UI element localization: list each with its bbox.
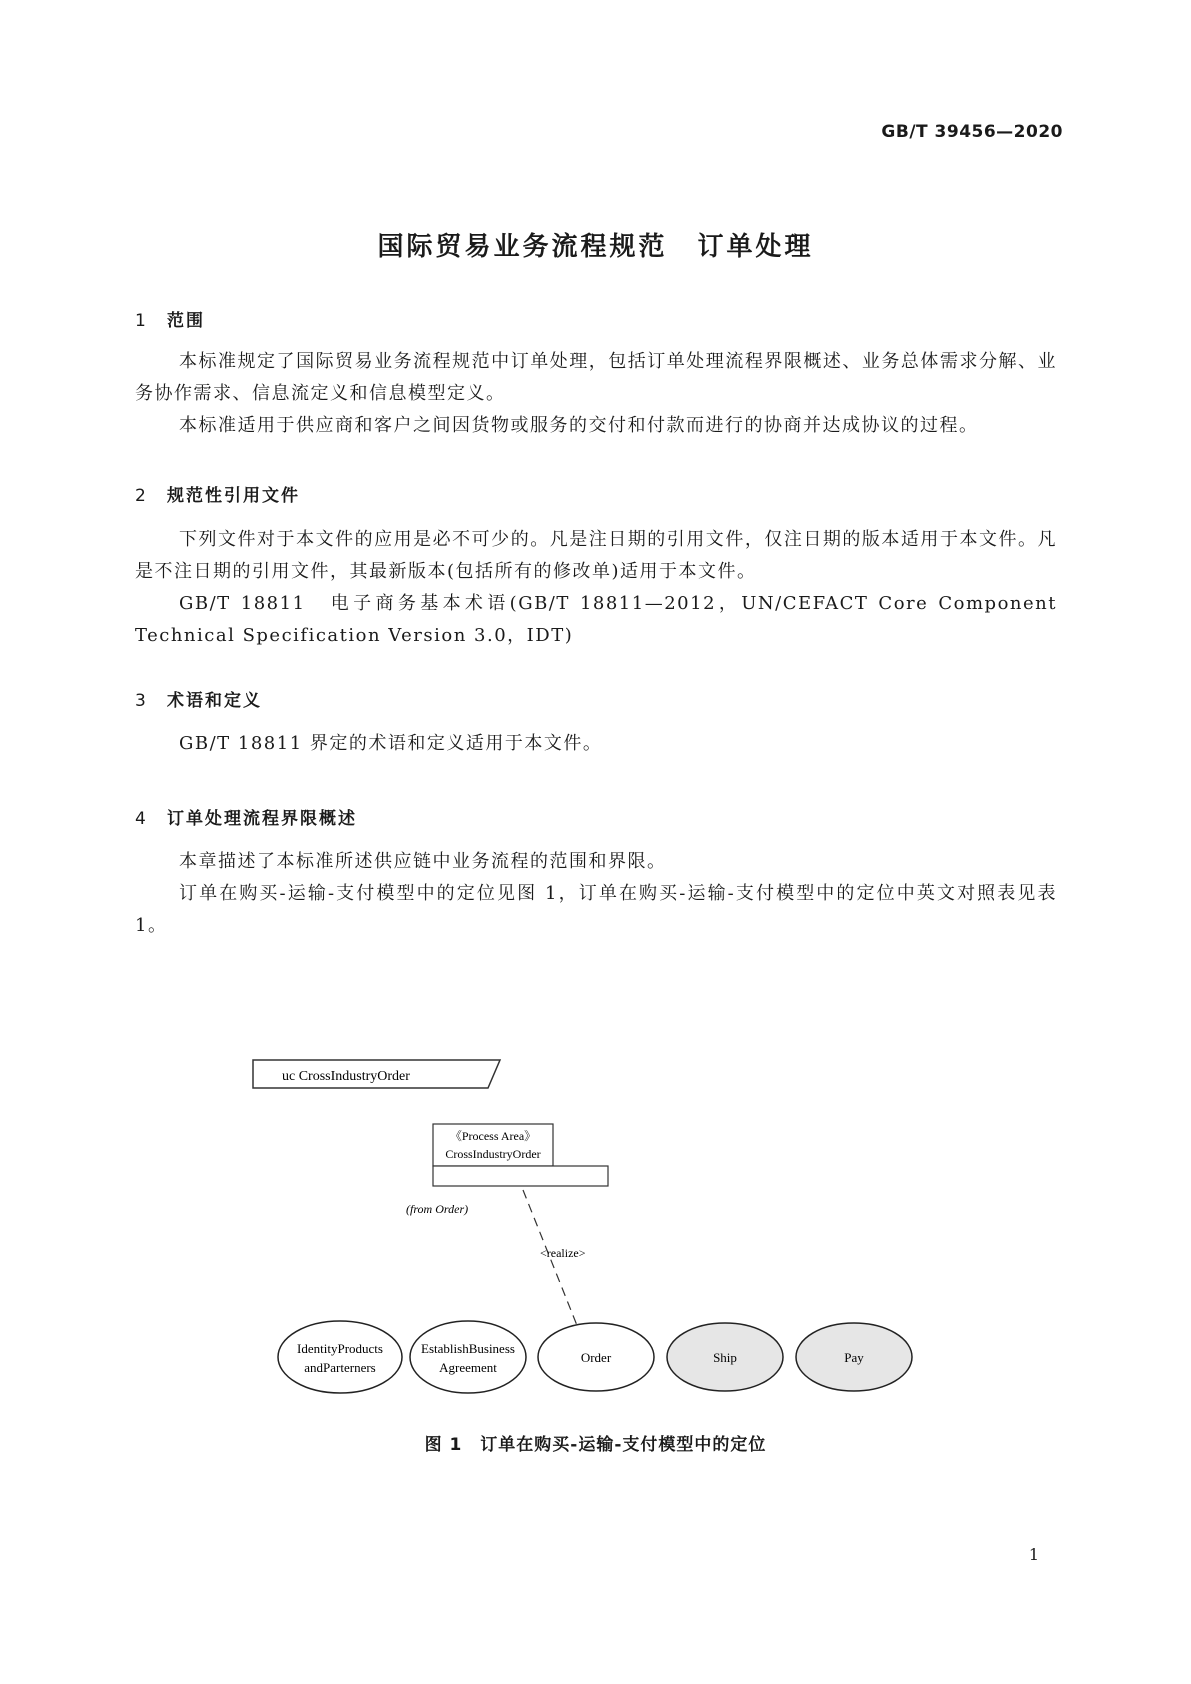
section-title: 范围	[167, 311, 205, 331]
section-number: 2	[135, 486, 148, 506]
use-case-diagram	[240, 1050, 960, 1410]
standard-code: GB/T 39456—2020	[881, 122, 1063, 142]
page-number: 1	[1028, 1545, 1039, 1564]
section-4-para-1: 本章描述了本标准所述供应链中业务流程的范围和界限。	[179, 851, 667, 872]
section-number: 4	[135, 809, 148, 829]
section-2-heading	[135, 481, 300, 506]
title-main: 国际贸易业务流程规范	[377, 232, 668, 262]
use-case-label: EstablishBusiness	[421, 1341, 515, 1356]
use-case-ellipse-identity	[278, 1321, 402, 1393]
use-case-label: andParterners	[304, 1360, 376, 1375]
document-title	[0, 226, 1191, 263]
section-1-heading	[135, 306, 205, 331]
section-2-para-1: 下列文件对于本文件的应用是必不可少的。凡是注日期的引用文件，仅注日期的版本适用于本文件。凡是不注日期的引用文件，其最新版本(包括所有的修改单)适用于本文件。	[135, 529, 1057, 582]
section-2-para-2: GB/T 18811 电子商务基本术语(GB/T 18811—2012，UN/CEFACT Core Component Technical Specification Version 3.0，IDT)	[135, 593, 1057, 646]
title-sub: 订单处理	[697, 232, 814, 262]
section-title: 规范性引用文件	[167, 486, 300, 506]
diagram-frame-tab	[253, 1060, 500, 1088]
process-name: CrossIndustryOrder	[445, 1147, 541, 1161]
process-area-package	[433, 1124, 608, 1186]
section-title: 术语和定义	[167, 691, 262, 711]
section-4-heading	[135, 804, 357, 829]
section-4-para-2: 订单在购买-运输-支付模型中的定位见图 1，订单在购买-运输-支付模型中的定位中英文对照表见表 1。	[135, 883, 1057, 936]
from-note: (from Order)	[406, 1202, 469, 1216]
section-number: 1	[135, 311, 148, 331]
use-case-label: IdentityProducts	[297, 1341, 383, 1356]
use-case-label: Agreement	[439, 1360, 497, 1375]
use-case-label: Ship	[713, 1350, 737, 1365]
use-case-ellipses	[278, 1321, 912, 1393]
use-case-label: Order	[580, 1350, 612, 1365]
process-stereotype: 《Process Area》	[449, 1129, 537, 1143]
section-1-para-2: 本标准适用于供应商和客户之间因货物或服务的交付和付款而进行的协商并达成协议的过程。	[179, 415, 979, 436]
realize-label: <realize>	[540, 1246, 586, 1260]
section-title: 订单处理流程界限概述	[167, 809, 357, 829]
section-3-heading	[135, 686, 262, 711]
use-case-label: Pay	[844, 1350, 864, 1365]
use-case-ellipse-establish	[410, 1321, 526, 1393]
section-number: 3	[135, 691, 148, 711]
section-3-para-1: GB/T 18811 界定的术语和定义适用于本文件。	[179, 733, 603, 754]
frame-label: uc CrossIndustryOrder	[282, 1069, 410, 1084]
section-1-para-1: 本标准规定了国际贸易业务流程规范中订单处理，包括订单处理流程界限概述、业务总体需求分解、业务协作需求、信息流定义和信息模型定义。	[135, 351, 1057, 404]
figure-caption: 图 1 订单在购买-运输-支付模型中的定位	[424, 1435, 767, 1455]
